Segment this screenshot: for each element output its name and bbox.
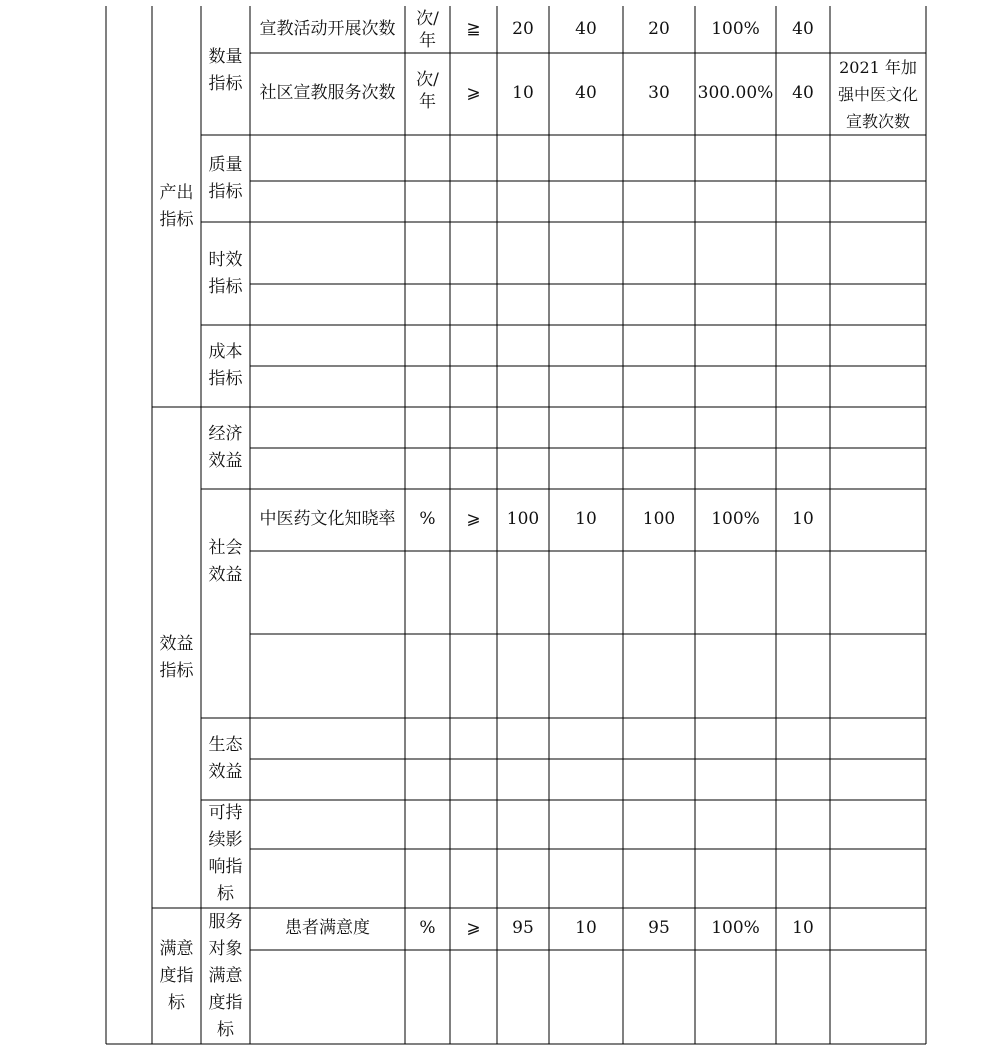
indicator-target: 20	[512, 18, 534, 39]
indicator-score: 40	[792, 18, 814, 39]
category-benefit: 效益 指标	[159, 633, 194, 681]
subcategory-ecological: 生态 效益	[208, 735, 243, 782]
subcategory-service-satisfaction: 服务 对象 满意 度指 标	[208, 911, 243, 1040]
indicator-weight: 40	[575, 18, 597, 39]
indicator-operator: ≧	[466, 18, 481, 39]
indicator-score: 10	[792, 509, 814, 530]
indicator-unit: %	[419, 918, 436, 939]
indicator-target: 100	[506, 509, 540, 530]
subcategory-quantity: 数量 指标	[208, 46, 243, 94]
subcategory-quality: 质量 指标	[208, 154, 243, 202]
subcategory-sustainable: 可持 续影 响指 标	[208, 803, 243, 904]
indicator-weight: 10	[575, 509, 597, 530]
indicator-operator: ⩾	[466, 509, 481, 530]
indicator-unit: 次/ 年	[416, 8, 439, 51]
indicator-rate: 100%	[711, 918, 760, 939]
indicator-operator: ⩾	[466, 918, 481, 939]
subcategory-economic: 经济 效益	[208, 424, 243, 471]
indicator-name: 宣教活动开展次数	[259, 18, 396, 39]
indicator-unit: 次/ 年	[416, 70, 439, 112]
indicator-weight: 10	[575, 918, 597, 939]
indicator-actual: 30	[648, 83, 670, 104]
indicator-target: 10	[512, 83, 534, 104]
indicator-weight: 40	[575, 83, 597, 104]
indicator-unit: %	[419, 509, 436, 530]
indicator-name: 患者满意度	[285, 918, 370, 939]
indicator-actual: 20	[648, 18, 670, 39]
indicator-actual: 100	[642, 509, 676, 530]
indicator-note: 2021 年加 强中医文化 宣教次数	[837, 57, 918, 131]
indicator-actual: 95	[648, 918, 670, 939]
category-output: 产出 指标	[159, 182, 194, 230]
indicator-name: 中医药文化知晓率	[259, 509, 396, 530]
subcategory-timeliness: 时效 指标	[208, 249, 243, 297]
indicator-score: 10	[792, 918, 814, 939]
indicator-rate: 100%	[711, 18, 760, 39]
subcategory-cost: 成本 指标	[208, 342, 243, 389]
indicator-name: 社区宣教服务次数	[259, 83, 396, 104]
indicator-rate: 300.00%	[697, 83, 774, 104]
indicator-score: 40	[792, 83, 814, 104]
indicator-target: 95	[512, 918, 534, 939]
category-satisfaction: 满意 度指 标	[159, 938, 194, 1013]
indicator-rate: 100%	[711, 509, 760, 530]
subcategory-social: 社会 效益	[208, 537, 243, 585]
indicator-operator: ⩾	[466, 83, 481, 104]
